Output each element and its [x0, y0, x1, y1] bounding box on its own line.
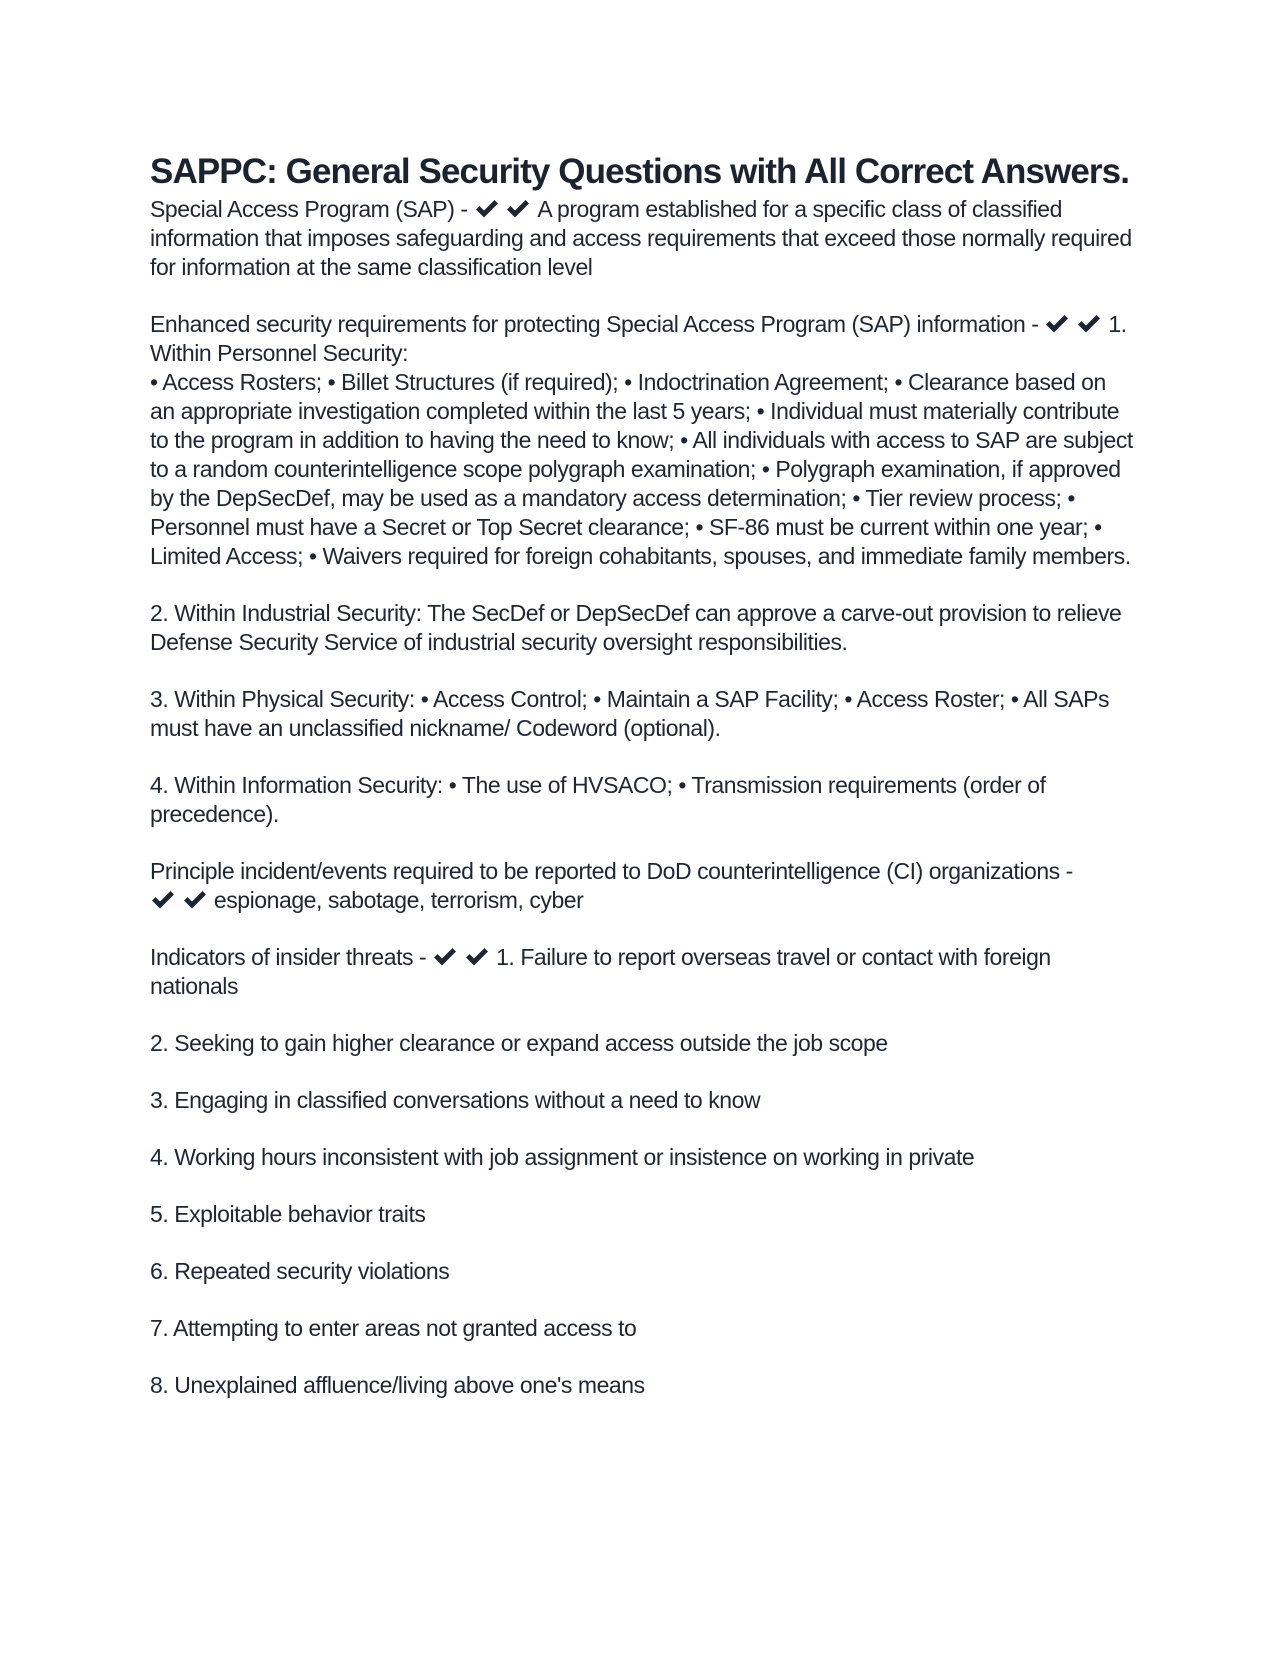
- paragraph-physical-security: 3. Within Physical Security: • Access Control; • Maintain a SAP Facility; • Access Roster; • All SAPs must have an unclassified nickname/ Codeword (optional).: [150, 686, 1110, 741]
- qa-item-insider-threats: [150, 943, 1135, 1001]
- paragraph-industrial-security: 2. Within Industrial Security: The SecDef or DepSecDef can approve a carve-out provision to relieve Defense Security Service of industrial security oversight responsibilities.: [150, 600, 1122, 655]
- list-item: 8. Unexplained affluence/living above one's means: [150, 1372, 645, 1398]
- heavy-check-mark-icon: [432, 946, 458, 968]
- list-item: 7. Attempting to enter areas not granted access to: [150, 1315, 637, 1341]
- qa-item-special-access-program: [150, 195, 1135, 282]
- question-text: Indicators of insider threats -: [150, 944, 427, 970]
- document-page: [150, 150, 1135, 1428]
- question-text: Principle incident/events required to be reported to DoD counterintelligence (CI) organizations -: [150, 858, 1073, 884]
- heavy-check-mark-icon: [1044, 313, 1070, 335]
- heavy-check-mark-icon: [150, 889, 176, 911]
- answer-text: espionage, sabotage, terrorism, cyber: [213, 887, 584, 913]
- heavy-check-mark-icon: [1076, 313, 1102, 335]
- heavy-check-mark-icon: [464, 946, 490, 968]
- list-item: 6. Repeated security violations: [150, 1258, 450, 1284]
- question-text: Enhanced security requirements for protecting Special Access Program (SAP) information -: [150, 311, 1039, 337]
- answer-text: 1. Failure to report overseas travel or contact with foreign nationals: [150, 944, 1051, 999]
- qa-item-enhanced-security-requirements: [150, 310, 1135, 571]
- list-item: 4. Working hours inconsistent with job assignment or insistence on working in private: [150, 1144, 975, 1170]
- answer-marker: [150, 887, 214, 913]
- answer-marker: [1044, 311, 1108, 337]
- heavy-check-mark-icon: [182, 889, 208, 911]
- answer-marker: [474, 196, 538, 222]
- heavy-check-mark-icon: [474, 198, 500, 220]
- paragraph-information-security: 4. Within Information Security: • The use of HVSACO; • Transmission requirements (order of precedence).: [150, 772, 1046, 827]
- qa-item-ci-reporting: [150, 857, 1135, 915]
- answer-text: 1. Within Personnel Security:: [150, 311, 1127, 366]
- answer-marker: [432, 944, 496, 970]
- list-item: 3. Engaging in classified conversations without a need to know: [150, 1087, 761, 1113]
- list-item: 5. Exploitable behavior traits: [150, 1201, 426, 1227]
- heavy-check-mark-icon: [505, 198, 531, 220]
- answer-text: A program established for a specific class of classified information that imposes safeguarding and access requirements that exceed those normally required for information at the same classification level: [150, 196, 1132, 280]
- document-title: SAPPC: General Security Questions with All Correct Answers.: [150, 152, 1130, 191]
- list-item: 2. Seeking to gain higher clearance or expand access outside the job scope: [150, 1030, 888, 1056]
- question-text: Special Access Program (SAP) -: [150, 196, 468, 222]
- answer-text-continued: • Access Rosters; • Billet Structures (if required); • Indoctrination Agreement; • Clearance based on an appropriate investigation completed within the last 5 years; • Individual must materially contribute to the program in addition to having the need to know; • All individuals with access to SAP are subject to a random counterintelligence scope polygraph examination; • Polygraph examination, if approved by the DepSecDef, may be used as a mandatory access determination; • Tier review process; • Personnel must have a Secret or Top Secret clearance; • SF-86 must be current within one year; • Limited Access; • Waivers required for foreign cohabitants, spouses, and immediate family members.: [150, 369, 1133, 569]
